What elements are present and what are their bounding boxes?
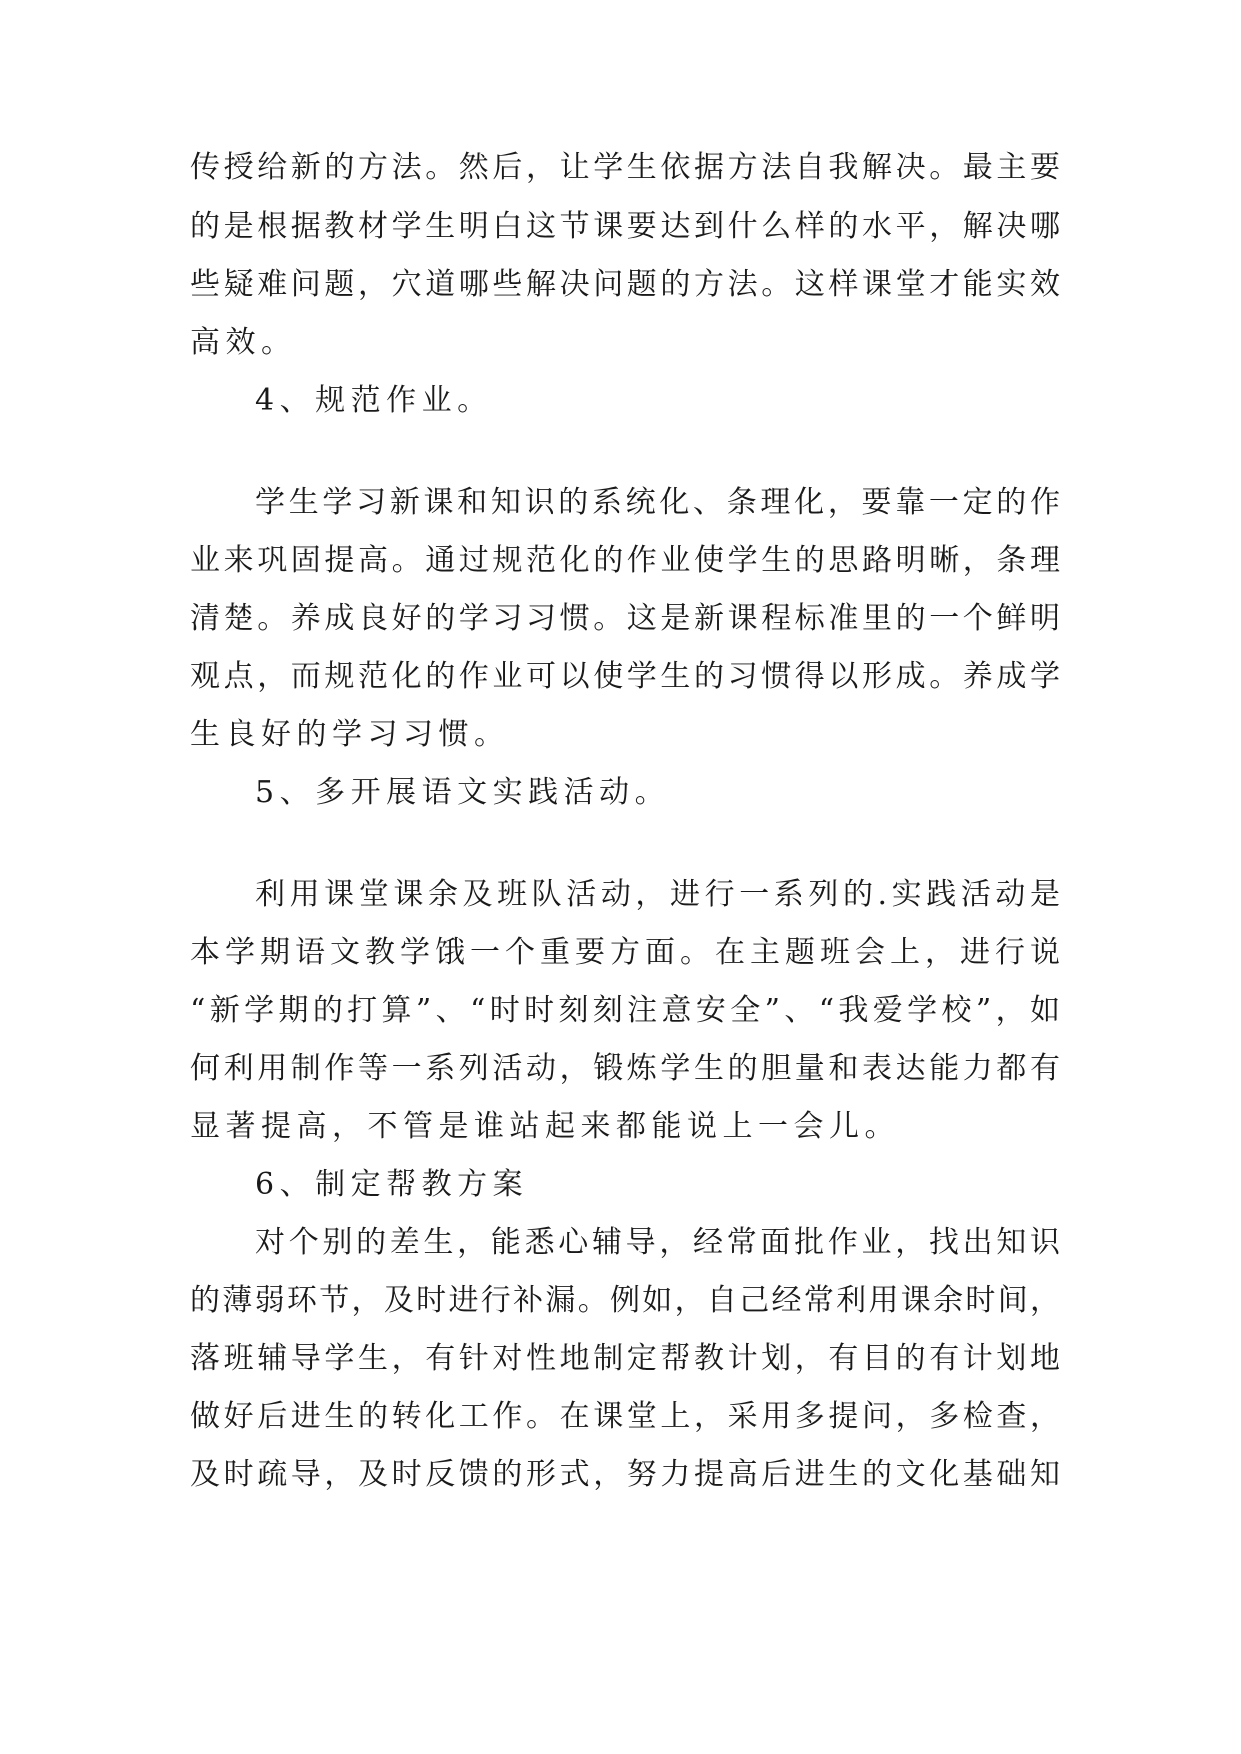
body-text-line: 落班辅导学生，有针对性地制定帮教计划，有目的有计划地 xyxy=(190,1341,1060,1376)
body-text-line: 高效。 xyxy=(190,325,297,360)
body-text-line: 本学期语文教学饿一个重要方面。在主题班会上，进行说 xyxy=(190,935,1060,970)
body-text-line: 的薄弱环节，及时进行补漏。例如，自己经常利用课余时间， xyxy=(190,1283,1060,1318)
body-text-line: 做好后进生的转化工作。在课堂上，采用多提问，多检查， xyxy=(190,1399,1060,1434)
body-text-line: 业来巩固提高。通过规范化的作业使学生的思路明晰，条理 xyxy=(190,543,1060,578)
body-text-line: 生良好的学习习惯。 xyxy=(190,717,510,752)
section-heading: 4、规范作业。 xyxy=(255,383,493,418)
body-text-line: 及时疏导，及时反馈的形式，努力提高后进生的文化基础知 xyxy=(190,1457,1060,1492)
body-text-line: 观点，而规范化的作业可以使学生的习惯得以形成。养成学 xyxy=(190,659,1060,694)
body-text-line: “新学期的打算”、“时时刻刻注意安全”、“我爱学校”，如 xyxy=(190,993,1060,1028)
body-text-line: 何利用制作等一系列活动，锻炼学生的胆量和表达能力都有 xyxy=(190,1051,1060,1086)
section-heading: 5、多开展语文实践活动。 xyxy=(255,775,671,810)
body-text-line: 的是根据教材学生明白这节课要达到什么样的水平，解决哪 xyxy=(190,209,1060,244)
body-text-line: 传授给新的方法。然后，让学生依据方法自我解决。最主要 xyxy=(190,150,1060,185)
body-text-line: 些疑难问题，穴道哪些解决问题的方法。这样课堂才能实效 xyxy=(190,267,1060,302)
body-text-line: 利用课堂课余及班队活动，进行一系列的.实践活动是 xyxy=(255,877,1060,912)
body-text-line: 对个别的差生，能悉心辅导，经常面批作业，找出知识 xyxy=(255,1225,1060,1260)
body-text-line: 清楚。养成良好的学习习惯。这是新课程标准里的一个鲜明 xyxy=(190,601,1060,636)
body-text-line: 显著提高，不管是谁站起来都能说上一会儿。 xyxy=(190,1109,900,1144)
body-text-line: 学生学习新课和知识的系统化、条理化，要靠一定的作 xyxy=(255,485,1060,520)
section-heading: 6、制定帮教方案 xyxy=(255,1167,529,1202)
